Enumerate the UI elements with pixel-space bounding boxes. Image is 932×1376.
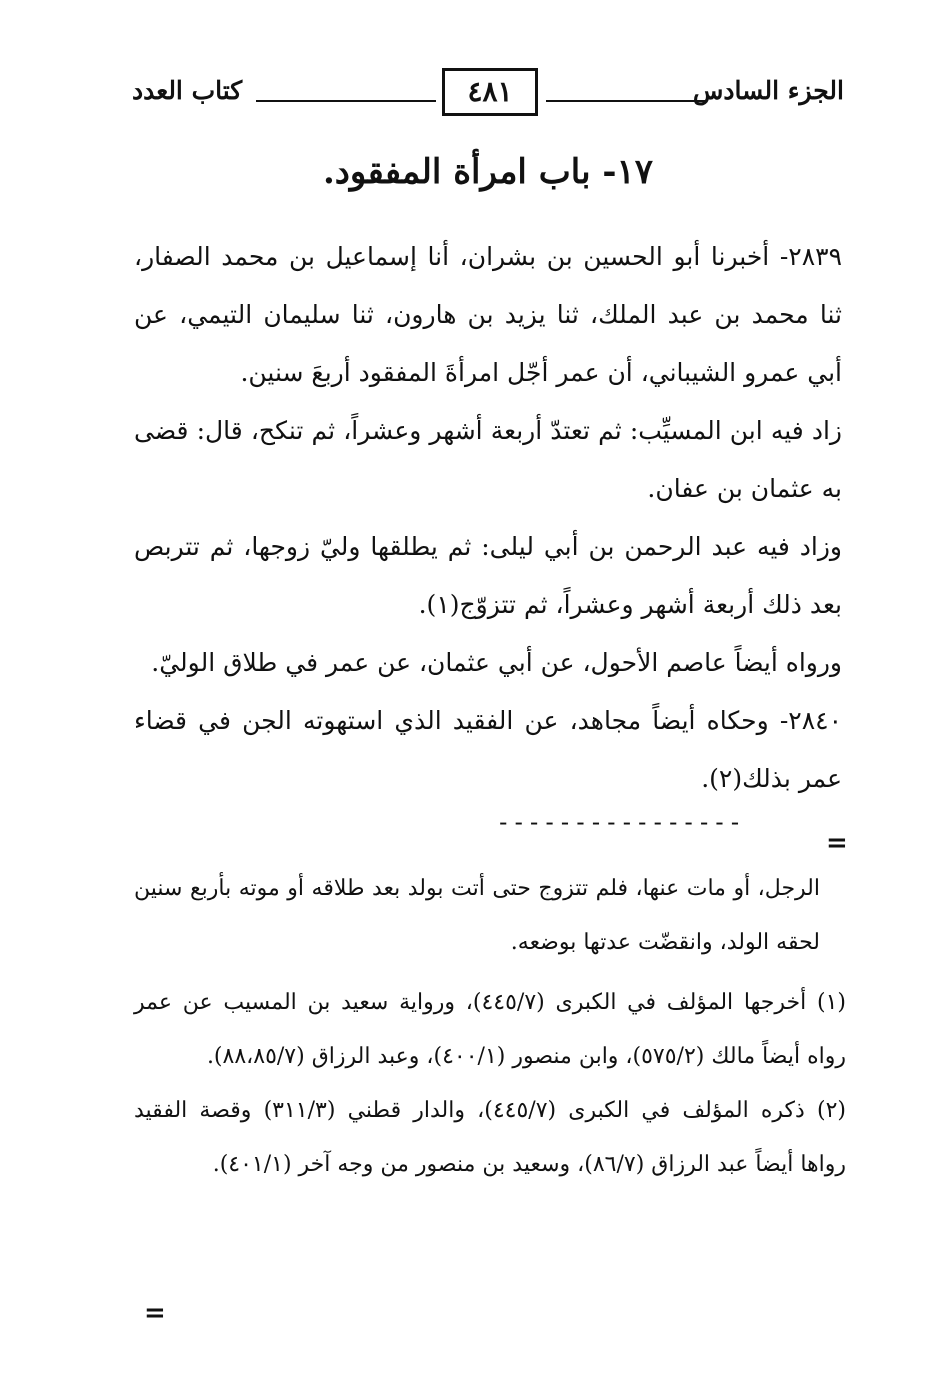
main-text	[134, 228, 842, 808]
header-rule-right	[546, 100, 706, 102]
header-rule-left	[256, 100, 436, 102]
footnotes	[134, 862, 846, 1192]
continuation-mark-top: =	[826, 828, 848, 858]
footnote-number: (١)	[816, 990, 846, 1015]
continuation-mark-bottom: =	[144, 1298, 166, 1328]
footnote-1	[134, 976, 846, 1084]
footnote-2	[134, 1084, 846, 1192]
header-part-label: الجزء السادس	[692, 76, 844, 105]
paragraph-ibn-abi-layla: وزاد فيه عبد الرحمن بن أبي ليلى: ثم يطلقها وليّ زوجها، ثم تتربص بعد ذلك أربعة أشهر وعشراً، ثم تتزوّج(١).	[134, 532, 842, 619]
footnote-text: ذكره المؤلف في الكبرى (٤٤٥/٧)، والدار قطني (٣١١/٣) وقصة الفقيد رواها أيضاً عبد الرزاق (٨٦/٧)، وسعيد بن منصور من وجه آخر (٤٠١/١).	[134, 1098, 846, 1177]
chapter-title: ١٧- باب امرأة المفقود.	[322, 152, 654, 192]
paragraph-2839: ٢٨٣٩- أخبرنا أبو الحسين بن بشران، أنا إسماعيل بن محمد الصفار، ثنا محمد بن عبد الملك، ثنا يزيد بن هارون، ثنا سليمان التيمي، عن أبي عمرو الشيباني، أن عمر أجّل امرأةَ المفقود أربعَ سنين.	[134, 242, 842, 387]
footnote-text: أخرجها المؤلف في الكبرى (٤٤٥/٧)، ورواية سعيد بن المسيب عن عمر رواه أيضاً مالك (٥٧٥/٢)، وابن منصور (٤٠٠/١)، وعبد الرزاق (٨٨،٨٥/٧).	[134, 990, 846, 1069]
paragraph-2840: ٢٨٤٠- وحكاه أيضاً مجاهد، عن الفقيد الذي استهوته الجن في قضاء عمر بذلك(٢).	[134, 706, 842, 793]
page-number: ٤٨١	[442, 68, 538, 116]
footnote-number: (٢)	[816, 1098, 846, 1123]
header-book-label: كتاب العدد	[132, 76, 243, 105]
paragraph-asim: ورواه أيضاً عاصم الأحول، عن أبي عثمان، عن عمر في طلاق الوليّ.	[151, 648, 842, 677]
page-header	[132, 68, 844, 124]
footnote-continuation: الرجل، أو مات عنها، فلم تتزوج حتى أتت بولد بعد طلاقه أو موته بأربع سنين لحقه الولد، وانقضّت عدتها بوضعه.	[134, 876, 820, 955]
footnote-separator: ----------------	[496, 812, 744, 832]
paragraph-ibn-musayyib: زاد فيه ابن المسيِّب: ثم تعتدّ أربعة أشهر وعشراً، ثم تنكح، قال: قضى به عثمان بن عفان.	[134, 416, 842, 503]
